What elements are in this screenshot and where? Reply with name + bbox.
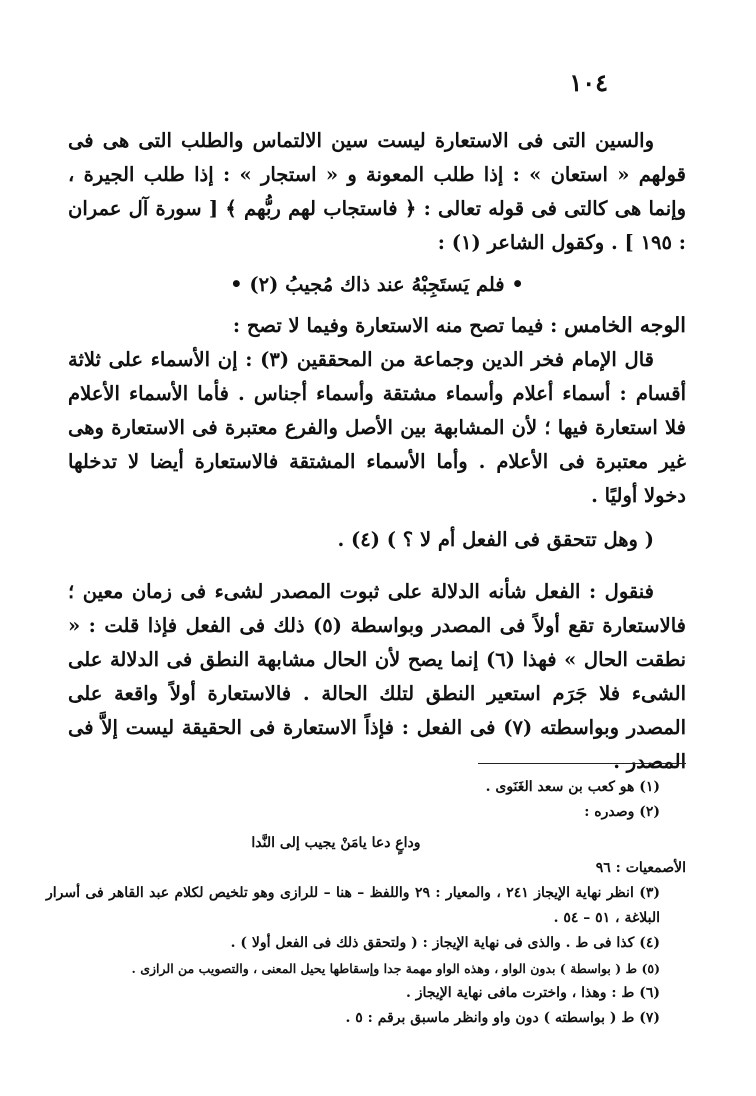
footnote-1: (١) هو كعب بن سعد الغَنَوى . [485, 779, 660, 795]
footnote-6: (٦) ط : وهذا ، واخترت مافى نهاية الإيجاز . [406, 985, 660, 1001]
poetry-verse: • فلم يَستَجِبْهُ عند ذاك مُجيبُ (٢) • [230, 273, 524, 296]
footnote-3: (٣) انظر نهاية الإيجاز ٢٤١ ، والمعيار : ٢٩ واللفظ – هنا – للرازى وهو تلخيص لكلام عبد القاهر فى أسرار البلاغة ، ٥١ – ٥٤ . [46, 885, 660, 926]
footnote-5: (٥) ط ( بواسطة ) بدون الواو ، وهذه الواو مهمة جدا وإسقاطها يحيل المعنى ، والتصويب من الرازى . [131, 961, 660, 976]
section-heading-label: الوجه الخامس [564, 313, 686, 337]
section-heading [68, 308, 686, 343]
footnote-2-verse: وداعٍ دعا يامَنْ يجيب إلى النَّدا [251, 835, 421, 851]
footnote-7: (٧) ط ( بواسطته ) دون واو وانظر ماسبق برقم : ٥ . [345, 1010, 660, 1026]
footnote-2-source: الأصمعيات : ٩٦ [595, 860, 686, 876]
main-text [68, 124, 686, 779]
section-heading-text: : فيما تصح منه الاستعارة وفيما لا تصح : [232, 314, 558, 337]
footnotes [46, 775, 686, 1031]
paragraph-istiaara-sin: والسين التى فى الاستعارة ليست سين الالتماس والطلب التى هى فى قولهم « استعان » : إذا طلب المعونة و « استجار » : إذا طلب الجيرة ، وإنما هى كالتى فى قوله تعالى : ﴿ فاستجاب لهم ربُّهم ﴾ [ سورة آل عمران : ١٩٥ ] . وكقول الشاعر (١) : [68, 129, 686, 254]
paragraph-fiil: فنقول : الفعل شأنه الدلالة على ثبوت المصدر لشىء فى زمان معين ؛ فالاستعارة تقع أولاً فى المصدر وبواسطة (٥) ذلك فى الفعل فإذا قلت : « نطقت الحال » فهذا (٦) إنما يصح لأن الحال مشابهة النطق فى الدلالة على الشىء فلا جَرَم استعير النطق لتلك الحالة . فالاستعارة أولاً واقعة على المصدر وبواسطته (٧) فى الفعل : فإذاً الاستعارة فى الحقيقة ليست إلاَّ فى المصدر . [68, 580, 686, 773]
paragraph-asma: قال الإمام فخر الدين وجماعة من المحققين (٣) : إن الأسماء على ثلاثة أقسام : أسماء أعلام وأسماء مشتقة وأسماء أجناس . فأما الأسماء الأعلام فلا استعارة فيها ؛ لأن المشابهة بين الأصل والفرع معتبرة فى الاستعارة وهى غير معتبرة فى الأعلام . وأما الأسماء المشتقة فالاستعارة أيضا لا تدخلها دخولا أوليًا . [68, 348, 686, 507]
question-line: ( وهل تتحقق فى الفعل أم لا ؟ ) (٤) . [337, 528, 654, 551]
footnote-divider [478, 763, 686, 764]
footnote-4: (٤) كذا فى ط . والذى فى نهاية الإيجاز : ( ولتحقق ذلك فى الفعل أولا ) . [230, 935, 660, 951]
page-number: ١٠٤ [569, 68, 608, 97]
footnote-2: (٢) وصدره : [584, 804, 660, 820]
